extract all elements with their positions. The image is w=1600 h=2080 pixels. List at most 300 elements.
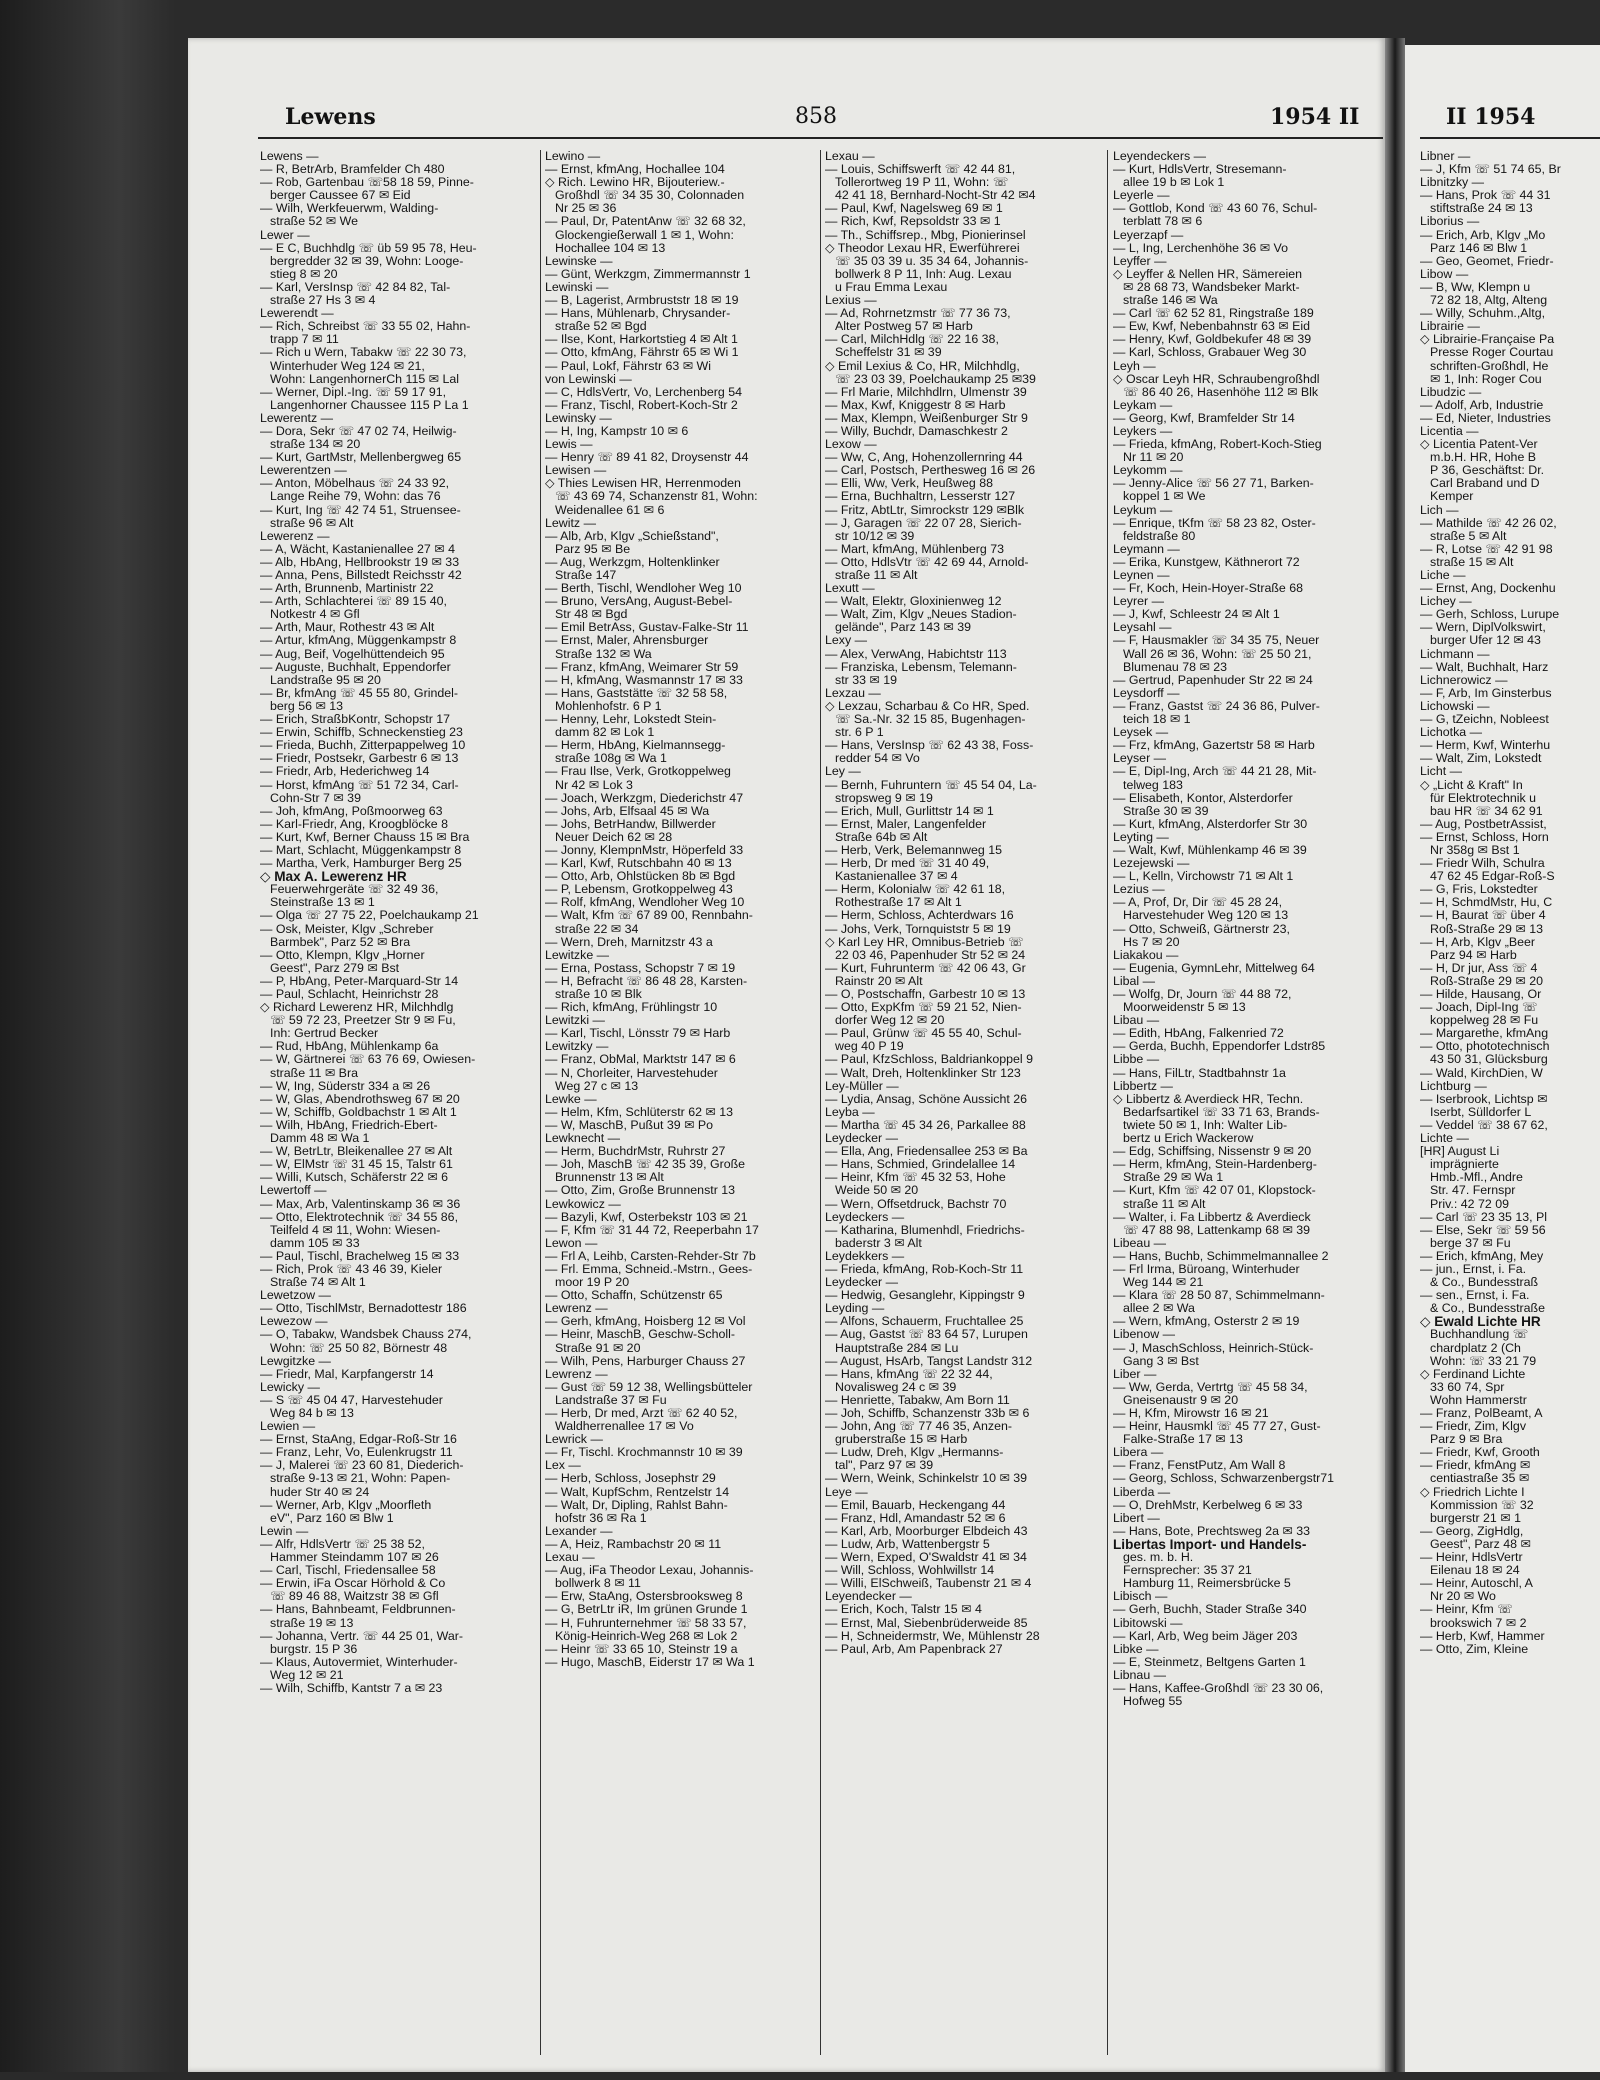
directory-entry: — H, Schneidermstr, We, Mühlenstr 28: [825, 1629, 1040, 1643]
entry-continuation: moor 19 P 20: [555, 1276, 630, 1290]
directory-entry: ◇ Ewald Lichte HR: [1420, 1315, 1541, 1329]
directory-entry: — Franz, Tischl, Robert-Koch-Str 2: [545, 398, 738, 412]
surname-heading: Leyerle —: [1113, 189, 1170, 203]
entry-continuation: Winterhuder Weg 124 ✉ 21,: [270, 359, 425, 373]
directory-entry: — Paul, Tischl, Brachelweg 15 ✉ 33: [260, 1249, 460, 1263]
surname-heading: Libner —: [1420, 150, 1471, 163]
surname-heading: Libal —: [1113, 974, 1156, 988]
directory-entry: — Rob, Gartenbau ☏58 18 59, Pinne-: [260, 176, 474, 190]
surname-heading: Libert —: [1113, 1511, 1160, 1525]
column-divider: [820, 150, 821, 2055]
directory-entry: — O, DrehMstr, Kerbelweg 6 ✉ 33: [1113, 1498, 1303, 1512]
directory-entry: — P, HbAng, Peter-Marquard-Str 14: [260, 974, 459, 988]
entry-continuation: straße 11 ✉ Bra: [270, 1066, 358, 1080]
entry-continuation: Waldherrenallee 17 ✉ Vo: [555, 1420, 694, 1434]
directory-entry: — Herb, Dr med, Arzt ☏ 62 40 52,: [545, 1407, 738, 1420]
directory-entry: — Friedr Wilh, Schulra: [1420, 857, 1545, 871]
directory-entry: — H, Dr jur, Ass ☏ 4: [1420, 961, 1538, 975]
entry-continuation: straße 52 ✉ We: [270, 215, 358, 229]
entry-continuation: Damm 48 ✉ Wa 1: [270, 1132, 370, 1146]
surname-heading: Leydecker —: [825, 1132, 899, 1146]
entry-continuation: 22 03 46, Papenhuder Str 52 ✉ 24: [835, 948, 1026, 962]
surname-heading: Leye —: [825, 1485, 868, 1499]
entry-continuation: Geest", Parz 48 ✉: [1430, 1537, 1531, 1551]
entry-continuation: Gang 3 ✉ Bst: [1123, 1354, 1199, 1368]
entry-continuation: bertz u Erich Wackerow: [1123, 1132, 1254, 1146]
directory-entry: ◇ Max A. Lewerenz HR: [260, 870, 407, 884]
directory-entry: — Hans, Mühlenarb, Chrysander-: [545, 307, 731, 321]
directory-entry: — Erich, kfmAng, Mey: [1420, 1249, 1544, 1263]
entry-continuation: straße 11 ✉ Alt: [1123, 1197, 1206, 1211]
entry-continuation: straße 27 Hs 3 ✉ 4: [270, 294, 376, 308]
entry-continuation: hofstr 36 ✉ Ra 1: [555, 1511, 647, 1525]
directory-entry: — August, HsArb, Tangst Landstr 312: [825, 1354, 1033, 1368]
entry-continuation: Wohn Hammerstr: [1430, 1393, 1527, 1407]
directory-entry: — Anton, Möbelhaus ☏ 24 33 92,: [260, 477, 450, 491]
surname-heading: Libnitzky —: [1420, 176, 1485, 190]
entry-continuation: Str 48 ✉ Bgd: [555, 608, 628, 622]
directory-entry: — Ernst, Mal, Siebenbrüderweide 85: [825, 1616, 1028, 1630]
directory-entry: — R, Lotse ☏ 42 91 98: [1420, 542, 1553, 556]
surname-heading: Lich —: [1420, 503, 1459, 517]
directory-entry: — Max, Kwf, Kniggestr 8 ✉ Harb: [825, 398, 1006, 412]
directory-entry: — J, Kfm ☏ 51 74 65, Br: [1420, 163, 1561, 177]
directory-entry: — Aug, iFa Theodor Lexau, Johannis-: [545, 1564, 754, 1578]
entry-continuation: ☏ 23 03 39, Poelchaukamp 25 ✉39: [835, 372, 1036, 386]
directory-entry: — Wern, kfmAng, Osterstr 2 ✉ 19: [1113, 1315, 1300, 1329]
directory-entry: — Frl Irma, Büroang, Winterhuder: [1113, 1262, 1300, 1276]
directory-entry: — Dora, Sekr ☏ 47 02 74, Heilwig-: [260, 424, 457, 438]
directory-entry: — J, Kwf, Schleestr 24 ✉ Alt 1: [1113, 608, 1280, 622]
directory-entry: — Paul, Dr, PatentAnw ☏ 32 68 32,: [545, 215, 746, 229]
directory-entry: — F, Hausmakler ☏ 34 35 75, Neuer: [1113, 634, 1320, 648]
directory-entry: — Joach, Dipl-Ing ☏: [1420, 1001, 1538, 1015]
entry-continuation: dorfer Weg 12 ✉ 20: [835, 1014, 945, 1028]
surname-heading: Libitowski —: [1113, 1616, 1183, 1630]
surname-heading: Leykam —: [1113, 398, 1173, 412]
directory-entry: — Ernst, Maler, Ahrensburger: [545, 634, 709, 648]
directory-entry: — Otto, phototechnisch: [1420, 1040, 1550, 1054]
surname-heading: Leyendeckers —: [1113, 150, 1206, 163]
header-rule: [258, 137, 1383, 139]
directory-entry: ◇ Rich. Lewino HR, Bijouteriew.-: [545, 176, 725, 190]
entry-continuation: Hamburg 11, Reimersbrücke 5: [1123, 1577, 1291, 1591]
entry-continuation: Iserbt, Sülldorfer L: [1430, 1105, 1532, 1119]
directory-entry: ◇ Emil Lexius & Co, HR, Milchhdlg,: [825, 359, 1020, 373]
surname-heading: Libisch —: [1113, 1590, 1168, 1604]
surname-heading: Lewien —: [260, 1420, 316, 1434]
directory-entry: — Gerh, Schloss, Lurupe: [1420, 608, 1560, 622]
entry-continuation: Carl Braband und D: [1430, 477, 1540, 491]
entry-continuation: Weidenallee 61 ✉ 6: [555, 503, 665, 517]
directory-entry: — sen., Ernst, i. Fa.: [1420, 1289, 1530, 1303]
directory-entry: — Walt, Elektr, Gloxinienweg 12: [825, 595, 1002, 609]
surname-heading: Leydekkers —: [825, 1249, 905, 1263]
directory-entry: — Ad, Rohrnetzmstr ☏ 77 36 73,: [825, 307, 1011, 321]
directory-entry: ◇ Oscar Leyh HR, Schraubengroßhdl: [1113, 372, 1320, 386]
directory-entry: — J, MaschSchloss, Heinrich-Stück-: [1113, 1341, 1314, 1355]
directory-entry: — Wern, Dreh, Marnitzstr 43 a: [545, 935, 713, 949]
entry-continuation: Priv.: 42 72 09: [1430, 1197, 1509, 1211]
entry-continuation: Alter Postweg 57 ✉ Harb: [835, 320, 973, 334]
entry-continuation: Weg 27 c ✉ 13: [555, 1079, 639, 1093]
directory-entry: ◇ Leyffer & Nellen HR, Sämereien: [1113, 267, 1303, 281]
surname-heading: Libera —: [1113, 1446, 1164, 1460]
entry-continuation: Wohn: LangenhornerCh 115 ✉ Lal: [270, 372, 460, 386]
surname-heading: Lewer —: [260, 228, 310, 242]
directory-entry: — Alfons, Schauerm, Fruchtallee 25: [825, 1315, 1024, 1329]
directory-entry: — Gerh, Buchh, Stader Straße 340: [1113, 1603, 1307, 1617]
directory-entry: — Heinr, Autoschl, A: [1420, 1577, 1533, 1591]
directory-entry: — Willy, Schuhm.,Altg,: [1420, 307, 1546, 321]
entry-continuation: feldstraße 80: [1123, 529, 1196, 543]
surname-heading: Lewinske —: [545, 254, 613, 268]
directory-entry: — Klara ☏ 28 50 87, Schimmelmann-: [1113, 1289, 1325, 1303]
directory-entry: ◇ Ferdinand Lichte: [1420, 1367, 1526, 1381]
entry-continuation: Straße 64b ✉ Alt: [835, 830, 928, 844]
surname-heading: Liakakou —: [1113, 948, 1179, 962]
entry-continuation: straße 19 ✉ 13: [270, 1616, 354, 1630]
entry-continuation: Harvestehuder Weg 120 ✉ 13: [1123, 909, 1289, 923]
directory-entry: — Hans, Prok ☏ 44 31: [1420, 189, 1551, 203]
directory-entry: — Otto, Klempn, Klgv „Horner: [260, 948, 425, 962]
entry-continuation: Str. 47. Fernspr: [1430, 1184, 1516, 1198]
surname-heading: Ley —: [825, 765, 861, 779]
surname-heading: Lewrick —: [545, 1433, 603, 1447]
directory-entry: — Walter, i. Fa Libbertz & Averdieck: [1113, 1210, 1311, 1224]
directory-entry: — Elli, Ww, Verk, Heußweg 88: [825, 477, 994, 491]
directory-entry: — L, Ing, Lerchenhöhe 36 ✉ Vo: [1113, 241, 1289, 255]
directory-entry: — Emil, Bauarb, Heckengang 44: [825, 1498, 1006, 1512]
directory-entry: — Otto, Zim, Große Brunnenstr 13: [545, 1184, 736, 1198]
surname-heading: Lichowski —: [1420, 699, 1490, 713]
directory-entry: — Jonny, KlempnMstr, Höperfeld 33: [545, 843, 744, 857]
surname-heading: Lewerenz —: [260, 529, 330, 543]
entry-continuation: straße 108g ✉ Wa 1: [555, 752, 667, 766]
entry-continuation: ☏ 89 46 88, Waitzstr 38 ✉ Gfl: [270, 1590, 439, 1604]
entry-continuation: damm 82 ✉ Lok 1: [555, 726, 655, 740]
directory-entry: — Berth, Tischl, Wendloher Weg 10: [545, 582, 742, 596]
directory-entry: — Herb, Dr med ☏ 31 40 49,: [825, 857, 990, 871]
directory-entry: — Karl-Friedr, Ang, Kroogblöcke 8: [260, 817, 449, 831]
directory-entry: — jun., Ernst, i. Fa.: [1420, 1262, 1527, 1276]
directory-entry: — Edg, Schiffsing, Nissenstr 9 ✉ 20: [1113, 1145, 1312, 1159]
directory-entry: — W, Schiffb, Goldbachstr 1 ✉ Alt 1: [260, 1105, 457, 1119]
surname-heading: Leykum —: [1113, 503, 1173, 517]
surname-heading: Lexander —: [545, 1524, 613, 1538]
entry-continuation: Wohn: ☏ 33 21 79: [1430, 1354, 1537, 1368]
entry-continuation: Buchhandlung ☏: [1430, 1328, 1529, 1342]
surname-heading: Lex —: [545, 1459, 581, 1473]
directory-entry: — S ☏ 45 04 47, Harvestehuder: [260, 1393, 443, 1407]
surname-heading: Leydeckers —: [825, 1210, 905, 1224]
directory-entry: — Hans, Buchb, Schimmelmannallee 2: [1113, 1249, 1329, 1263]
directory-entry: — Edith, HbAng, Falkenried 72: [1113, 1027, 1284, 1041]
entry-continuation: Straße 74 ✉ Alt 1: [270, 1276, 366, 1290]
entry-continuation: ☏ 59 72 23, Preetzer Str 9 ✉ Fu,: [270, 1014, 456, 1028]
entry-continuation: Kemper: [1430, 490, 1474, 504]
directory-entry: — Karl, Schloss, Grabauer Weg 30: [1113, 346, 1307, 360]
directory-entry: — Ew, Kwf, Nebenbahnstr 63 ✉ Eid: [1113, 320, 1311, 334]
directory-entry: — Margarethe, kfmAng: [1420, 1027, 1549, 1041]
directory-entry: — Rolf, kfmAng, Wendloher Weg 10: [545, 896, 745, 910]
directory-entry: — Rich, Schreibst ☏ 33 55 02, Hahn-: [260, 320, 471, 334]
surname-heading: Libenow —: [1113, 1328, 1175, 1342]
entry-continuation: ges. m. b. H.: [1123, 1551, 1194, 1565]
entry-continuation: Bedarfsartikel ☏ 33 71 63, Brands-: [1123, 1105, 1320, 1119]
entry-continuation: trapp 7 ✉ 11: [270, 333, 339, 347]
directory-entry: — Rich, Prok ☏ 43 46 39, Kieler: [260, 1262, 443, 1276]
entry-continuation: Landstraße 95 ✉ 20: [270, 673, 381, 687]
directory-entry: — Otto, HdlsVtr ☏ 42 69 44, Arnold-: [825, 555, 1029, 569]
directory-entry: — Ernst, kfmAng, Hochallee 104: [545, 163, 725, 177]
entry-continuation: Straße 147: [555, 569, 617, 582]
entry-continuation: Hofweg 55: [1123, 1695, 1183, 1709]
surname-heading: Leyrer —: [1113, 595, 1164, 609]
directory-entry: — Walt, Buchhalt, Harz: [1420, 660, 1549, 674]
directory-entry: — Bruno, VersAng, August-Bebel-: [545, 595, 733, 609]
surname-heading: Libbertz —: [1113, 1079, 1173, 1093]
column-divider: [1107, 150, 1108, 2055]
directory-entry: ◇ Lexzau, Scharbau & Co HR, Sped.: [825, 699, 1030, 713]
entry-continuation: damm 105 ✉ 33: [270, 1236, 360, 1250]
entry-continuation: Nr 20 ✉ Wo: [1430, 1590, 1496, 1604]
directory-entry: — Hedwig, Gesanglehr, Kippingstr 9: [825, 1289, 1025, 1303]
surname-heading: Lewezow —: [260, 1315, 328, 1329]
surname-heading: Lewetzow —: [260, 1289, 331, 1303]
directory-entry: — Kurt, Kfm ☏ 42 07 01, Klopstock-: [1113, 1184, 1316, 1198]
directory-entry: — Joh, Schiffb, Schanzenstr 33b ✉ 6: [825, 1407, 1030, 1420]
entry-continuation: Roß-Straße 29 ✉ 20: [1430, 974, 1543, 988]
directory-entry: — Friedr, Arb, Hederichweg 14: [260, 765, 430, 779]
directory-entry: — Ww, C, Ang, Hohenzollernring 44: [825, 451, 1023, 465]
entry-continuation: Wall 26 ✉ 36, Wohn: ☏ 25 50 21,: [1123, 647, 1312, 661]
directory-entry: — Alb, HbAng, Hellbrookstr 19 ✉ 33: [260, 555, 460, 569]
directory-entry: — Osk, Meister, Klgv „Schreber: [260, 922, 434, 936]
directory-entry: — Emil BetrAss, Gustav-Falke-Str 11: [545, 621, 749, 635]
directory-entry: — Joh, MaschB ☏ 42 35 39, Große: [545, 1158, 746, 1172]
entry-continuation: telweg 183: [1123, 778, 1183, 792]
directory-entry: — Wilh, Schiffb, Kantstr 7 a ✉ 23: [260, 1681, 443, 1695]
directory-entry: — Kurt, GartMstr, Mellenbergweg 65: [260, 451, 462, 465]
directory-entry: — Johs, BetrHandw, Billwerder: [545, 817, 716, 831]
directory-entry: — Artur, kfmAng, Müggenkampstr 8: [260, 634, 457, 648]
entry-continuation: Straße 29 ✉ Wa 1: [1123, 1171, 1224, 1185]
entry-continuation: gruberstraße 15 ✉ Harb: [835, 1433, 968, 1447]
directory-entry: — Paul, KfzSchloss, Baldriankoppel 9: [825, 1053, 1033, 1067]
entry-continuation: koppelweg 28 ✉ Fu: [1430, 1014, 1539, 1028]
surname-heading: Libertas Import- und Handels-: [1113, 1537, 1307, 1552]
entry-continuation: 72 82 18, Altg, Alteng: [1430, 294, 1548, 308]
entry-continuation: ☏ 47 88 98, Lattenkamp 68 ✉ 39: [1123, 1223, 1311, 1237]
directory-entry: — Otto, Zim, Kleine: [1420, 1642, 1529, 1656]
entry-continuation: Rainstr 20 ✉ Alt: [835, 974, 923, 988]
directory-entry: — Carl, MilchHdlg ☏ 22 16 38,: [825, 333, 999, 347]
directory-entry: — Iserbrook, Lichtsp ✉: [1420, 1092, 1548, 1106]
directory-entry: — Wern, Exped, O'Swaldstr 41 ✉ 34: [825, 1551, 1027, 1565]
directory-entry: — Herb, Schloss, Josephstr 29: [545, 1472, 716, 1486]
entry-continuation: straße 10 ✉ Blk: [555, 988, 642, 1001]
entry-continuation: Hmb.-Mfl., Andre: [1430, 1171, 1523, 1185]
directory-entry: — Karl, Arb, Moorburger Elbdeich 43: [825, 1524, 1028, 1538]
directory-entry: — O, Postschaffn, Garbestr 10 ✉ 13: [825, 988, 1026, 1001]
directory-entry: — Joach, Werkzgm, Diederichstr 47: [545, 791, 744, 805]
entry-continuation: 33 60 74, Spr: [1430, 1380, 1505, 1394]
directory-entry: — H, Kfm, Mirowstr 16 ✉ 21: [1113, 1407, 1269, 1420]
surname-heading: Libudzic —: [1420, 385, 1482, 399]
directory-entry: — Aug, PostbetrAssist,: [1420, 817, 1547, 831]
surname-heading: Leyding —: [825, 1302, 885, 1316]
surname-heading: Lewin —: [260, 1524, 309, 1538]
surname-heading: Lexzau —: [825, 686, 881, 700]
entry-continuation: bergredder 32 ✉ 39, Wohn: Looge-: [270, 254, 464, 268]
directory-entry: — H, Arb, Klgv „Beer: [1420, 935, 1535, 949]
directory-entry: — Herb, Verk, Belemannweg 15: [825, 843, 1003, 857]
surname-heading: Leyendecker —: [825, 1590, 912, 1604]
directory-entry: — Otto, Schweiß, Gärtnerstr 23,: [1113, 922, 1290, 936]
directory-entry: — G, tZeichn, Nobleest: [1420, 713, 1549, 727]
directory-entry: — Franziska, Lebensm, Telemann-: [825, 660, 1017, 674]
directory-entry: — Georg, Kwf, Bramfelder Str 14: [1113, 411, 1295, 425]
entry-continuation: Fernsprecher: 35 37 21: [1123, 1564, 1252, 1578]
directory-entry: — Frl. Emma, Schneid.-Mstrn., Gees-: [545, 1262, 753, 1276]
entry-continuation: 47 62 45 Edgar-Roß-S: [1430, 870, 1555, 884]
directory-entry: — Gerda, Buchh, Eppendorfer Ldstr85: [1113, 1040, 1326, 1054]
entry-continuation: Parz 146 ✉ Blw 1: [1430, 241, 1528, 255]
directory-entry: — F, Arb, Im Ginsterbus: [1420, 686, 1552, 700]
directory-entry: — Otto, Arb, Ohlstücken 8b ✉ Bgd: [545, 870, 736, 884]
directory-entry: — Herm, Kwf, Winterhu: [1420, 739, 1551, 753]
directory-entry: — Max, Arb, Valentinskamp 36 ✉ 36: [260, 1197, 461, 1211]
entry-continuation: Hs 7 ✉ 20: [1123, 935, 1180, 949]
directory-entry: — J, Garagen ☏ 22 07 28, Sierich-: [825, 516, 1022, 530]
entry-continuation: P 36, Geschäftst: Dr.: [1430, 464, 1545, 478]
directory-entry: — Erich, StraßbKontr, Schopstr 17: [260, 713, 451, 727]
surname-heading: Liche —: [1420, 569, 1466, 582]
directory-entry: — Hilde, Hausang, Or: [1420, 988, 1542, 1001]
directory-entry: — Horst, kfmAng ☏ 51 72 34, Carl-: [260, 778, 459, 792]
directory-entry: — Hans, VersInsp ☏ 62 43 38, Foss-: [825, 739, 1034, 753]
directory-entry: — Hans, FilLtr, Stadtbahnstr 1a: [1113, 1066, 1286, 1080]
directory-entry: — B, Lagerist, Armbruststr 18 ✉ 19: [545, 294, 739, 308]
directory-entry: — E C, Buchhdlg ☏ üb 59 95 78, Heu-: [260, 241, 477, 255]
directory-entry: — Wilh, Pens, Harburger Chauss 27: [545, 1354, 746, 1368]
surname-heading: Lewens —: [260, 150, 319, 163]
directory-entry: — Elisabeth, Kontor, Alsterdorfer: [1113, 791, 1293, 805]
directory-entry: — Herm, BuchdrMstr, Ruhrstr 27: [545, 1145, 726, 1159]
directory-entry: ◇ Richard Lewerenz HR, Milchhdlg: [260, 1001, 454, 1015]
directory-entry: — N, Chorleiter, Harvestehuder: [545, 1066, 718, 1080]
surname-heading: Leykomm —: [1113, 464, 1183, 478]
entry-continuation: tal", Parz 97 ✉ 39: [835, 1459, 934, 1473]
entry-continuation: Tollerortweg 19 P 11, Wohn: ☏: [835, 176, 1009, 190]
directory-entry: — Otto, TischlMstr, Bernadottestr 186: [260, 1302, 467, 1316]
directory-entry: — Martha ☏ 45 34 26, Parkallee 88: [825, 1118, 1026, 1132]
directory-entry: — Adolf, Arb, Industrie: [1420, 398, 1544, 412]
entry-continuation: König-Heinrich-Weg 268 ✉ Lok 2: [555, 1629, 738, 1643]
directory-entry: — L, Kelln, Virchowstr 71 ✉ Alt 1: [1113, 870, 1294, 884]
directory-entry: — Aug, Gastst ☏ 83 64 57, Lurupen: [825, 1328, 1028, 1342]
surname-heading: Lichnerowicz —: [1420, 673, 1508, 687]
surname-heading: Lexau —: [825, 150, 875, 163]
surname-heading: Liberda —: [1113, 1485, 1171, 1499]
directory-entry: — Erich, Mull, Gurlittstr 14 ✉ 1: [825, 804, 994, 818]
entry-continuation: straße 52 ✉ Bgd: [555, 320, 647, 334]
surname-heading: von Lewinski —: [545, 372, 632, 386]
directory-entry: — Willi, ElSchweiß, Taubenstr 21 ✉ 4: [825, 1577, 1032, 1591]
surname-heading: Leysek —: [1113, 726, 1169, 740]
directory-entry: — Karl, Kwf, Rutschbahn 40 ✉ 13: [545, 857, 732, 871]
directory-entry: — Hans, Gaststätte ☏ 32 58 58,: [545, 686, 728, 700]
entry-continuation: berg 56 ✉ 13: [270, 699, 344, 713]
directory-entry: — Franz, ObMal, Marktstr 147 ✉ 6: [545, 1053, 736, 1067]
entry-continuation: Cohn-Str 7 ✉ 39: [270, 791, 361, 805]
surname-heading: Lewicky —: [260, 1380, 320, 1394]
directory-entry: — Bazyli, Kwf, Osterbekstr 103 ✉ 21: [545, 1210, 748, 1224]
surname-heading: Ley-Müller —: [825, 1079, 899, 1093]
entry-continuation: Kastanienallee 37 ✉ 4: [835, 870, 958, 884]
entry-continuation: Nr 25 ✉ 36: [555, 202, 617, 216]
entry-continuation: berger Caussee 67 ✉ Eid: [270, 189, 411, 203]
surname-heading: Lewinski —: [545, 280, 609, 294]
directory-entry: — Karl, Tischl, Lönsstr 79 ✉ Harb: [545, 1027, 731, 1041]
entry-continuation: Falke-Straße 17 ✉ 13: [1123, 1433, 1243, 1447]
entry-continuation: straße 134 ✉ 20: [270, 438, 361, 452]
entry-continuation: Weg 144 ✉ 21: [1123, 1276, 1204, 1290]
directory-entry: — H, kfmAng, Wasmannstr 17 ✉ 33: [545, 673, 743, 687]
surname-heading: Leymann —: [1113, 542, 1180, 556]
directory-entry: — Friedr, Kwf, Grooth: [1420, 1446, 1540, 1460]
entry-continuation: stieg 8 ✉ 20: [270, 267, 338, 281]
directory-entry: — Ludw, Dreh, Klgv „Hermanns-: [825, 1446, 1004, 1460]
surname-heading: Lichtburg —: [1420, 1079, 1487, 1093]
surname-heading: Libnau —: [1113, 1668, 1167, 1682]
entry-continuation: Straße 91 ✉ 20: [555, 1341, 641, 1355]
directory-entry: — P, Lebensm, Grotkoppelweg 43: [545, 883, 733, 897]
directory-entry: — Gottlob, Kond ☏ 43 60 76, Schul-: [1113, 202, 1318, 216]
directory-entry: — A, Heiz, Rambachstr 20 ✉ 11: [545, 1537, 722, 1551]
entry-continuation: Brunnenstr 13 ✉ Alt: [555, 1171, 664, 1185]
entry-continuation: Wohn: ☏ 25 50 82, Börnestr 48: [270, 1341, 448, 1355]
surname-heading: Libbe —: [1113, 1053, 1160, 1067]
surname-heading: Lewis —: [545, 438, 593, 452]
directory-entry: — Henry ☏ 89 41 82, Droysenstr 44: [545, 451, 749, 465]
entry-continuation: m.b.H. HR, Hohe B: [1430, 451, 1537, 465]
entry-continuation: Nr 42 ✉ Lok 3: [555, 778, 633, 792]
surname-heading: Leyerzapf —: [1113, 228, 1184, 242]
directory-entry: — Walt, Dreh, Holtenklinker Str 123: [825, 1066, 1021, 1080]
surname-heading: Leysahl —: [1113, 621, 1172, 635]
directory-entry: — Paul, Schlacht, Heinrichstr 28: [260, 988, 439, 1001]
directory-entry: — Katharina, Blumenhdl, Friedrichs-: [825, 1223, 1025, 1237]
directory-entry: — Alex, VerwAng, Habichtstr 113: [825, 647, 1007, 661]
directory-entry: — E, Dipl-Ing, Arch ☏ 44 21 28, Mit-: [1113, 765, 1317, 779]
directory-entry: — Arth, Maur, Rothestr 43 ✉ Alt: [260, 621, 435, 635]
entry-continuation: u Frau Emma Lexau: [835, 280, 948, 294]
entry-continuation: brookswich 7 ✉ 2: [1430, 1616, 1527, 1630]
directory-entry: — Henny, Lehr, Lokstedt Stein-: [545, 713, 717, 727]
directory-entry: — Frieda, kfmAng, Robert-Koch-Stieg: [1113, 438, 1322, 452]
entry-continuation: Weg 12 ✉ 21: [270, 1668, 344, 1682]
directory-entry: — A, Prof, Dr, Dir ☏ 45 28 24,: [1113, 896, 1283, 910]
directory-entry: — Bernh, Fuhruntern ☏ 45 54 04, La-: [825, 778, 1037, 792]
directory-entry: — Hans, Bahnbeamt, Feldbrunnen-: [260, 1603, 456, 1617]
directory-entry: ◇ Thies Lewisen HR, Herrenmoden: [545, 477, 741, 491]
directory-entry: — Lydia, Ansag, Schöne Aussicht 26: [825, 1092, 1028, 1106]
directory-entry: — B, Ww, Klempn u: [1420, 280, 1531, 294]
entry-continuation: huder Str 40 ✉ 24: [270, 1485, 370, 1499]
directory-entry: — Paul, Arb, Am Papenbrack 27: [825, 1642, 1003, 1656]
